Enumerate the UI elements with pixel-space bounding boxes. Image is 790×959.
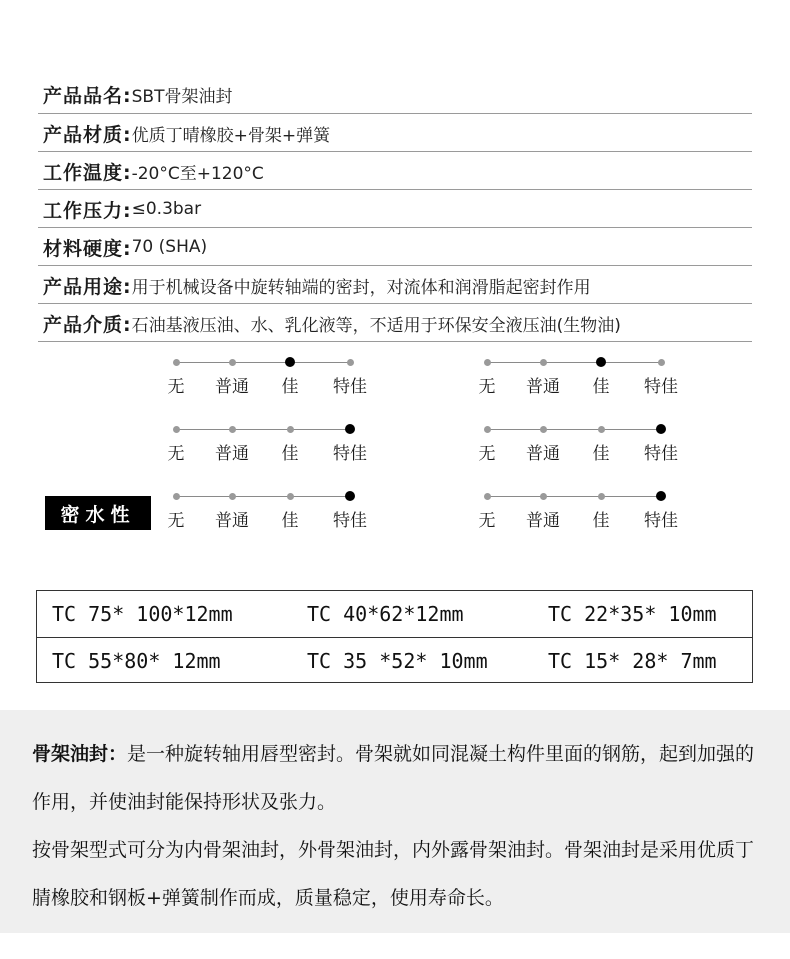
rating-dot <box>229 426 236 433</box>
size-cell: TC 55*80* 12mm <box>52 649 221 673</box>
rating-level-label: 佳 <box>281 377 299 397</box>
description-paragraph-1 <box>32 730 762 826</box>
rating-dot-active <box>345 424 355 434</box>
rating-line <box>487 362 661 363</box>
rating-level-label: 特佳 <box>333 511 367 531</box>
spec-row-medium <box>38 305 752 342</box>
spec-row-name <box>38 76 752 114</box>
spec-table <box>38 76 752 342</box>
rating-dot <box>173 493 180 500</box>
spec-value: 70 (SHA) <box>131 237 208 257</box>
rating-dot <box>484 493 491 500</box>
rating-line <box>487 429 661 430</box>
rating-dot <box>598 493 605 500</box>
spec-value: 石油基液压油、水、乳化液等，不适用于环保安全液压油(生物油) <box>131 315 621 336</box>
rating-scale <box>471 491 678 551</box>
rating-level-label: 佳 <box>592 377 610 397</box>
rating-dot <box>540 426 547 433</box>
spec-row-material <box>38 115 752 152</box>
rating-dot <box>287 426 294 433</box>
rating-level-label: 普通 <box>215 511 249 531</box>
rating-dot <box>347 359 354 366</box>
description-paragraph-2: 按骨架型式可分为内骨架油封，外骨架油封，内外露骨架油封。骨架油封是采用优质丁腈橡胶和钢板+弹簧制作而成，质量稳定，使用寿命长。 <box>32 839 755 909</box>
rating-scale <box>471 424 678 484</box>
spec-label: 材料硬度: <box>43 237 132 260</box>
rating-dot-active <box>345 491 355 501</box>
spec-label: 产品材质: <box>43 123 132 146</box>
size-cell: TC 15* 28* 7mm <box>548 649 717 673</box>
spec-label: 工作压力: <box>43 199 132 222</box>
size-cell: TC 35 *52* 10mm <box>307 649 488 673</box>
rating-line <box>176 496 350 497</box>
rating-dot <box>173 426 180 433</box>
rating-dot-active <box>596 357 606 367</box>
rating-level-label: 普通 <box>526 444 560 464</box>
rating-dot <box>229 493 236 500</box>
rating-dot-active <box>656 424 666 434</box>
rating-scale <box>471 357 678 417</box>
spec-row-usage <box>38 267 752 304</box>
size-cell: TC 75* 100*12mm <box>52 602 233 626</box>
rating-level-label: 特佳 <box>644 444 678 464</box>
rating-level-label: 普通 <box>526 511 560 531</box>
description-panel <box>0 710 790 933</box>
size-table <box>36 590 753 683</box>
rating-level-label: 特佳 <box>644 377 678 397</box>
spec-value: 用于机械设备中旋转轴端的密封，对流体和润滑脂起密封作用 <box>131 277 591 298</box>
spec-label: 产品品名: <box>43 85 132 107</box>
spec-value: SBT骨架油封 <box>131 87 233 107</box>
rating-dot-active <box>656 491 666 501</box>
rating-scale <box>160 424 367 484</box>
spec-value: 优质丁晴橡胶+骨架+弹簧 <box>131 125 331 146</box>
spec-row-pressure <box>38 191 752 228</box>
waterproof-tag: 密水性 <box>45 496 151 530</box>
rating-dot <box>173 359 180 366</box>
size-cell: TC 40*62*12mm <box>307 602 464 626</box>
rating-level-label: 普通 <box>215 444 249 464</box>
rating-line <box>487 496 661 497</box>
rating-level-label: 佳 <box>592 511 610 531</box>
rating-level-label: 无 <box>167 444 185 464</box>
size-table-divider <box>37 637 752 638</box>
rating-scale <box>160 491 367 551</box>
rating-dot <box>598 426 605 433</box>
spec-label: 工作温度: <box>43 161 132 184</box>
rating-dot <box>484 426 491 433</box>
spec-row-temperature <box>38 153 752 190</box>
spec-value: ≤0.3bar <box>131 199 202 219</box>
spec-label: 产品用途: <box>43 275 132 298</box>
size-cell: TC 22*35* 10mm <box>548 602 717 626</box>
rating-level-label: 无 <box>478 511 496 531</box>
description-term: 骨架油封： <box>32 743 128 765</box>
rating-dot-active <box>285 357 295 367</box>
rating-line <box>176 429 350 430</box>
rating-level-label: 普通 <box>215 377 249 397</box>
spec-value: -20°C至+120°C <box>131 163 264 184</box>
spec-row-hardness <box>38 229 752 266</box>
rating-line <box>176 362 350 363</box>
rating-level-label: 无 <box>478 377 496 397</box>
description-text: 是一种旋转轴用唇型密封。骨架就如同混凝土构件里面的钢筋，起到加强的作用，并使油封能保持形状及张力。 <box>32 743 755 813</box>
rating-level-label: 佳 <box>592 444 610 464</box>
rating-level-label: 无 <box>167 511 185 531</box>
rating-dot <box>287 493 294 500</box>
rating-level-label: 无 <box>167 377 185 397</box>
rating-dot <box>540 359 547 366</box>
rating-scale <box>160 357 367 417</box>
rating-level-label: 佳 <box>281 444 299 464</box>
rating-level-label: 特佳 <box>333 377 367 397</box>
rating-level-label: 无 <box>478 444 496 464</box>
rating-dot <box>229 359 236 366</box>
rating-level-label: 普通 <box>526 377 560 397</box>
rating-level-label: 特佳 <box>333 444 367 464</box>
spec-label: 产品介质: <box>43 313 132 336</box>
rating-dot <box>540 493 547 500</box>
rating-level-label: 佳 <box>281 511 299 531</box>
rating-level-label: 特佳 <box>644 511 678 531</box>
rating-dot <box>658 359 665 366</box>
rating-dot <box>484 359 491 366</box>
